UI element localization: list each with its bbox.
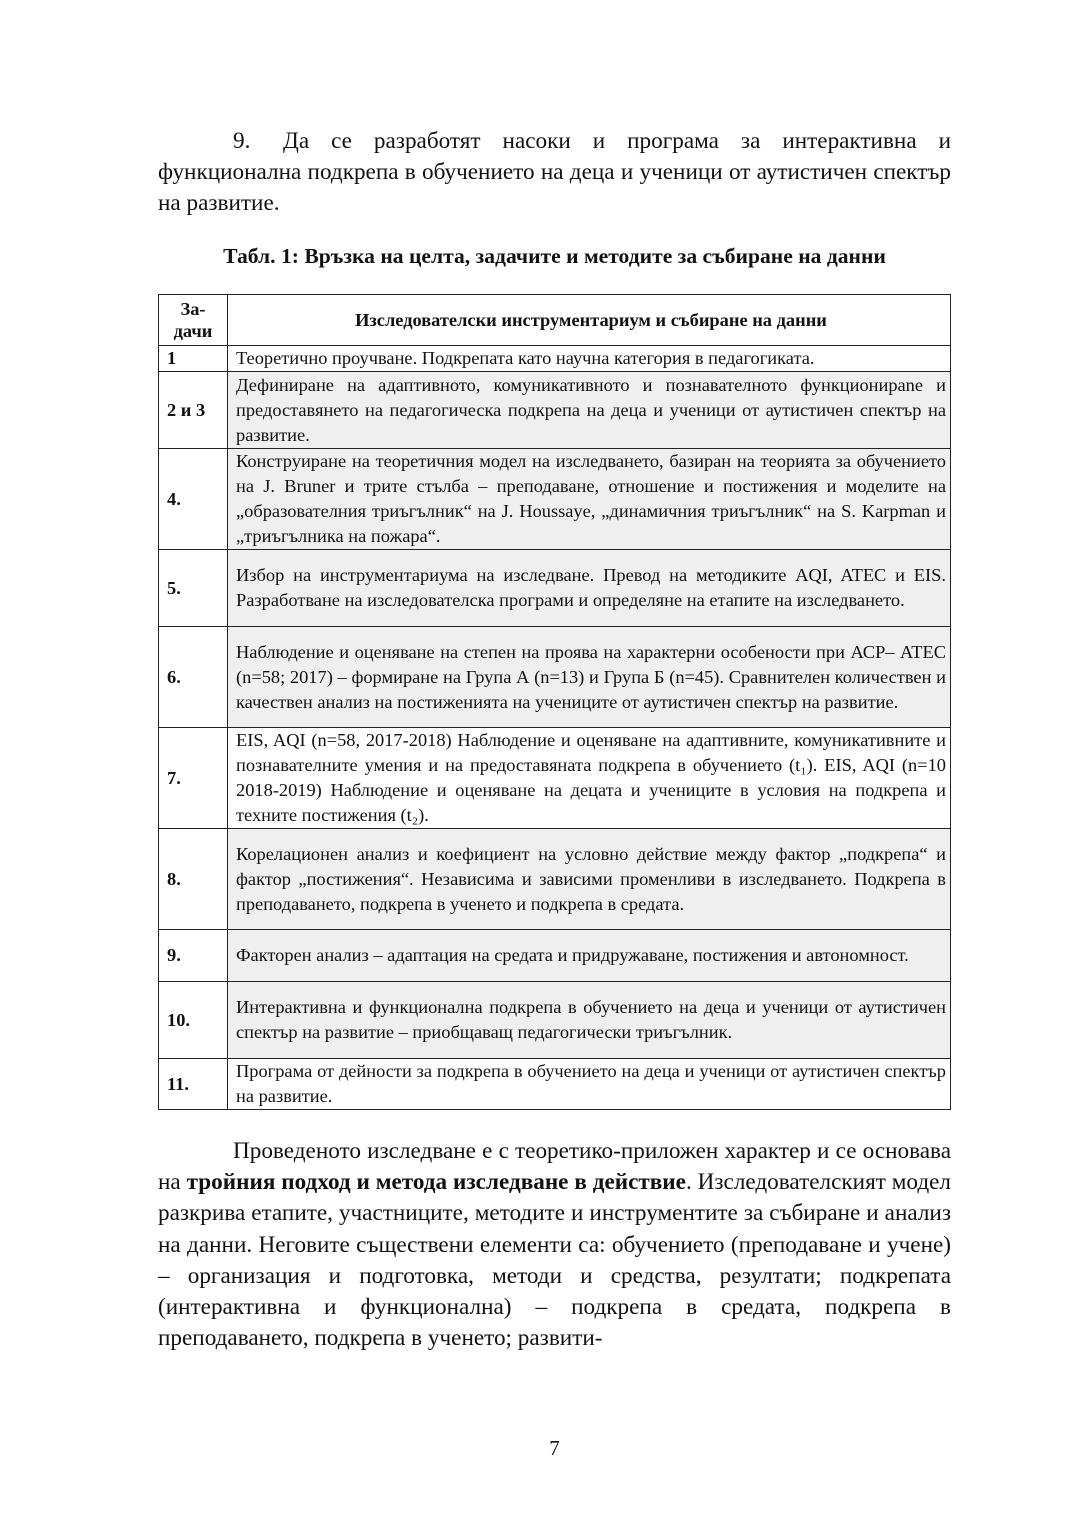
description-cell: EIS, AQI (n=58, 2017-2018) Наблюдение и оценяване на адаптивните, комуникативните и познавателните умения и на предоставяната подкрепа в обучението (t₁). EIS, AQI (n=10 2018-2019) Наблюдение и оценяване на децата и учениците в условия на подкрепа и техните постижения (t₂). <box>228 728 951 829</box>
body-paragraph <box>158 1136 951 1354</box>
table-header-row <box>159 295 951 346</box>
intro-paragraph-text: Да се разработят насоки и програма за интерактивна и функционална подкрепа в обучението на деца и ученици от аутистичен спектър на развитие. <box>158 128 951 216</box>
description-cell: Програма от дейности за подкрепа в обучението на деца и ученици от аутистичен спектър на развитие. <box>228 1059 951 1110</box>
table-row <box>159 627 951 728</box>
intro-paragraph <box>158 126 951 219</box>
body-text-end: . Изследователският модел разкрива етапите, участниците, методите и инструментите за събиране и анализ на данни. Неговите съществени елементи са: обучението (преподаване и учене) – организация и подготовка, методи и средства, резултати; подкрепата (интерактивна и функционална) – подкрепа в средата, подкрепа в преподаването, подкрепа в ученето; развити- <box>158 1169 952 1352</box>
table-row <box>159 930 951 982</box>
description-cell: Факторен анализ – адаптация на средата и придружаване, постижения и автономност. <box>228 930 951 982</box>
table-row <box>159 346 951 372</box>
body-text-bold: тройния подход и метода изследване в действие <box>186 1169 686 1196</box>
page-number: 7 <box>549 1436 560 1460</box>
task-cell: 2 и 3 <box>159 372 228 449</box>
task-cell: 1 <box>159 346 228 372</box>
task-cell: 9. <box>159 930 228 982</box>
description-cell: Корелационен анализ и коефициент на условно действие между фактор „подкрепа“ и фактор „постижения“. Независима и зависими променливи в изследването. Подкрепа в преподаването, подкрепа в ученето и подкрепа в средата. <box>228 829 951 930</box>
task-cell: 7. <box>159 728 228 829</box>
table-row <box>159 728 951 829</box>
tasks-methods-table <box>158 294 951 1110</box>
body-text-start: Проведеното изследване е с теоретико-приложен характер и се основава на <box>158 1138 951 1196</box>
table-row <box>159 1059 951 1110</box>
description-cell: Теоретично проучване. Подкрепата като научна категория в педагогиката. <box>228 346 951 372</box>
task-cell: 6. <box>159 627 228 728</box>
table-row <box>159 372 951 449</box>
description-cell: Избор на инструментариума на изследване. Превод на методиките AQI, ATEC и EIS. Разработване на изследователска програми и определяне на етапите на изследването. <box>228 550 951 627</box>
task-cell: 8. <box>159 829 228 930</box>
table-row <box>159 550 951 627</box>
description-cell: Конструиране на теоретичния модел на изследването, базиран на теорията за обучението на J. Bruner и трите стълба – преподаване, отношение и постижения и моделите на „образователния триъгълник“ на J. Houssaye, „динамичния триъгълник“ на S. Karpman и „триъгълника на пожара“. <box>228 449 951 550</box>
description-cell: Дефиниране на адаптивното, комуникативното и познавателното функционирane и предоставянето на педагогическа подкрепа на деца и ученици от аутистичен спектър на развитие. <box>228 372 951 449</box>
description-cell: Наблюдение и оценяване на степен на проява на характерни особености при АСР– ATEC (n=58; 2017) – формиране на Група А (n=13) и Група Б (n=45). Сравнителен количествен и качествен анализ на постиженията на учениците от аутистичен спектър на развитие. <box>228 627 951 728</box>
table-row <box>159 982 951 1059</box>
header-instruments: Изследователски инструментариум и събиране на данни <box>228 295 951 346</box>
description-cell: Интерактивна и функционална подкрепа в обучението на деца и ученици от аутистичен спектър на развитие – приобщаващ педагогически триъгълник. <box>228 982 951 1059</box>
table-title: Табл. 1: Връзка на целта, задачите и методите за събиране на данни <box>223 244 886 268</box>
table-row <box>159 449 951 550</box>
task-cell: 10. <box>159 982 228 1059</box>
table-row <box>159 829 951 930</box>
task-cell: 5. <box>159 550 228 627</box>
header-tasks: За- дачи <box>159 295 228 346</box>
task-cell: 4. <box>159 449 228 550</box>
list-number: 9. <box>233 128 251 154</box>
task-cell: 11. <box>159 1059 228 1110</box>
